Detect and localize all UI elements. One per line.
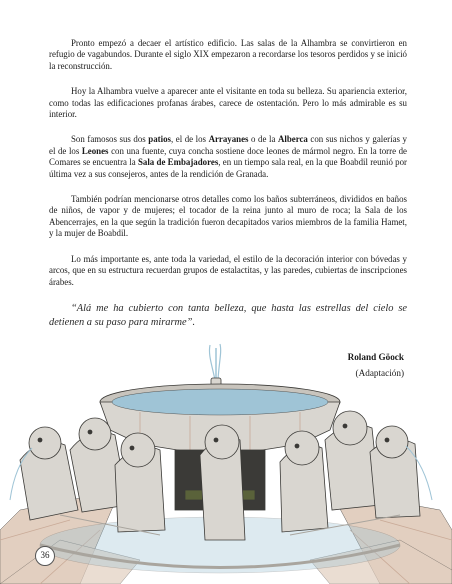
- lion-head: [121, 433, 155, 467]
- lion-head: [205, 425, 239, 459]
- paragraph: [49, 194, 407, 240]
- paragraph: [49, 38, 407, 72]
- fountain-of-lions-illustration: [0, 340, 452, 584]
- bold-term: patios: [148, 134, 171, 145]
- lion-head: [285, 431, 319, 465]
- text-run: También podrían mencionarse otros detalles como los baños subterráneos, divididos en baños de niños, de vapor y de mujeres; el tocador de la reina junto al muro de roca; la Sala de los Abencerrajes, en la que según la tradición fueron decapitados varios miembros de la familia Hamet, y la mujer de Boabdil.: [49, 194, 407, 239]
- lion-head: [376, 426, 408, 458]
- bold-term: Arrayanes: [208, 134, 249, 145]
- basin-water: [112, 389, 328, 415]
- lion-eye: [130, 446, 134, 450]
- lion-eye: [38, 438, 42, 442]
- author-name: Roland Göock: [347, 352, 404, 362]
- text-run: Son famosos sus dos: [71, 134, 149, 145]
- lion-eye: [214, 438, 218, 442]
- article-body: [49, 38, 407, 329]
- lion: [280, 431, 328, 532]
- bold-term: Leones: [81, 145, 109, 156]
- paragraph: [49, 134, 407, 180]
- bold-term: Alberca: [277, 134, 308, 145]
- lion-head: [79, 418, 111, 450]
- water-stream: [218, 344, 221, 380]
- lion: [370, 426, 420, 518]
- text-run: , en un tiempo sala real, en la que Boabdil reunió por última vez a sus consejeros, antes de la rendición de Granada.: [49, 157, 407, 179]
- author-note: (Adaptación): [355, 368, 404, 378]
- text-run: Hoy la Alhambra vuelve a aparecer ante el visitante en toda su belleza. Su apariencia exterior, como todas las edificaciones profanas árabes, carece de ostentación. Pero lo más admirable es su interior.: [49, 86, 407, 120]
- water-stream: [209, 345, 215, 380]
- text-run: o de la: [248, 134, 278, 145]
- lion: [200, 425, 245, 540]
- text-run: con sus nichos y galerías y el de los: [49, 134, 407, 156]
- lion-head: [333, 411, 367, 445]
- text-run: con una fuente, cuya concha sostiene doce leones de mármol negro. En la torre de Comares se encuentra la: [49, 145, 407, 168]
- text-run: Lo más importante es, ante toda la variedad, el estilo de la decoración interior con bóvedas y arcos, que en su estructura recuerdan grupos de estalactitas, y las paredes, cubiertas de inscripciones árabes.: [49, 253, 407, 287]
- water-jet: [209, 344, 220, 380]
- closing-quote: “Alá me ha cubierto con tanta belleza, que hasta las estrellas del cielo se detienen a su paso para mirarme”.: [49, 302, 407, 328]
- lion-eye: [88, 430, 92, 434]
- lion-eye: [295, 444, 299, 448]
- bold-term: Sala de Embajadores: [137, 157, 219, 168]
- lion: [20, 427, 78, 520]
- text-run: Pronto empezó a decaer el artístico edificio. Las salas de la Alhambra se convirtieron en refugio de vagabundos. Durante el siglo XIX empezaron a recordarse los tesoros perdidos y se inició la reconstrucción.: [49, 38, 407, 71]
- paragraph: [49, 254, 407, 288]
- text-run: , el de los: [170, 134, 209, 145]
- lion-eye: [385, 438, 389, 442]
- page-number-text: 36: [40, 550, 50, 560]
- lion-eye: [343, 424, 347, 428]
- page-number: [32, 545, 58, 565]
- lion-head: [29, 427, 61, 459]
- lion: [115, 433, 165, 532]
- paragraph: [49, 86, 407, 120]
